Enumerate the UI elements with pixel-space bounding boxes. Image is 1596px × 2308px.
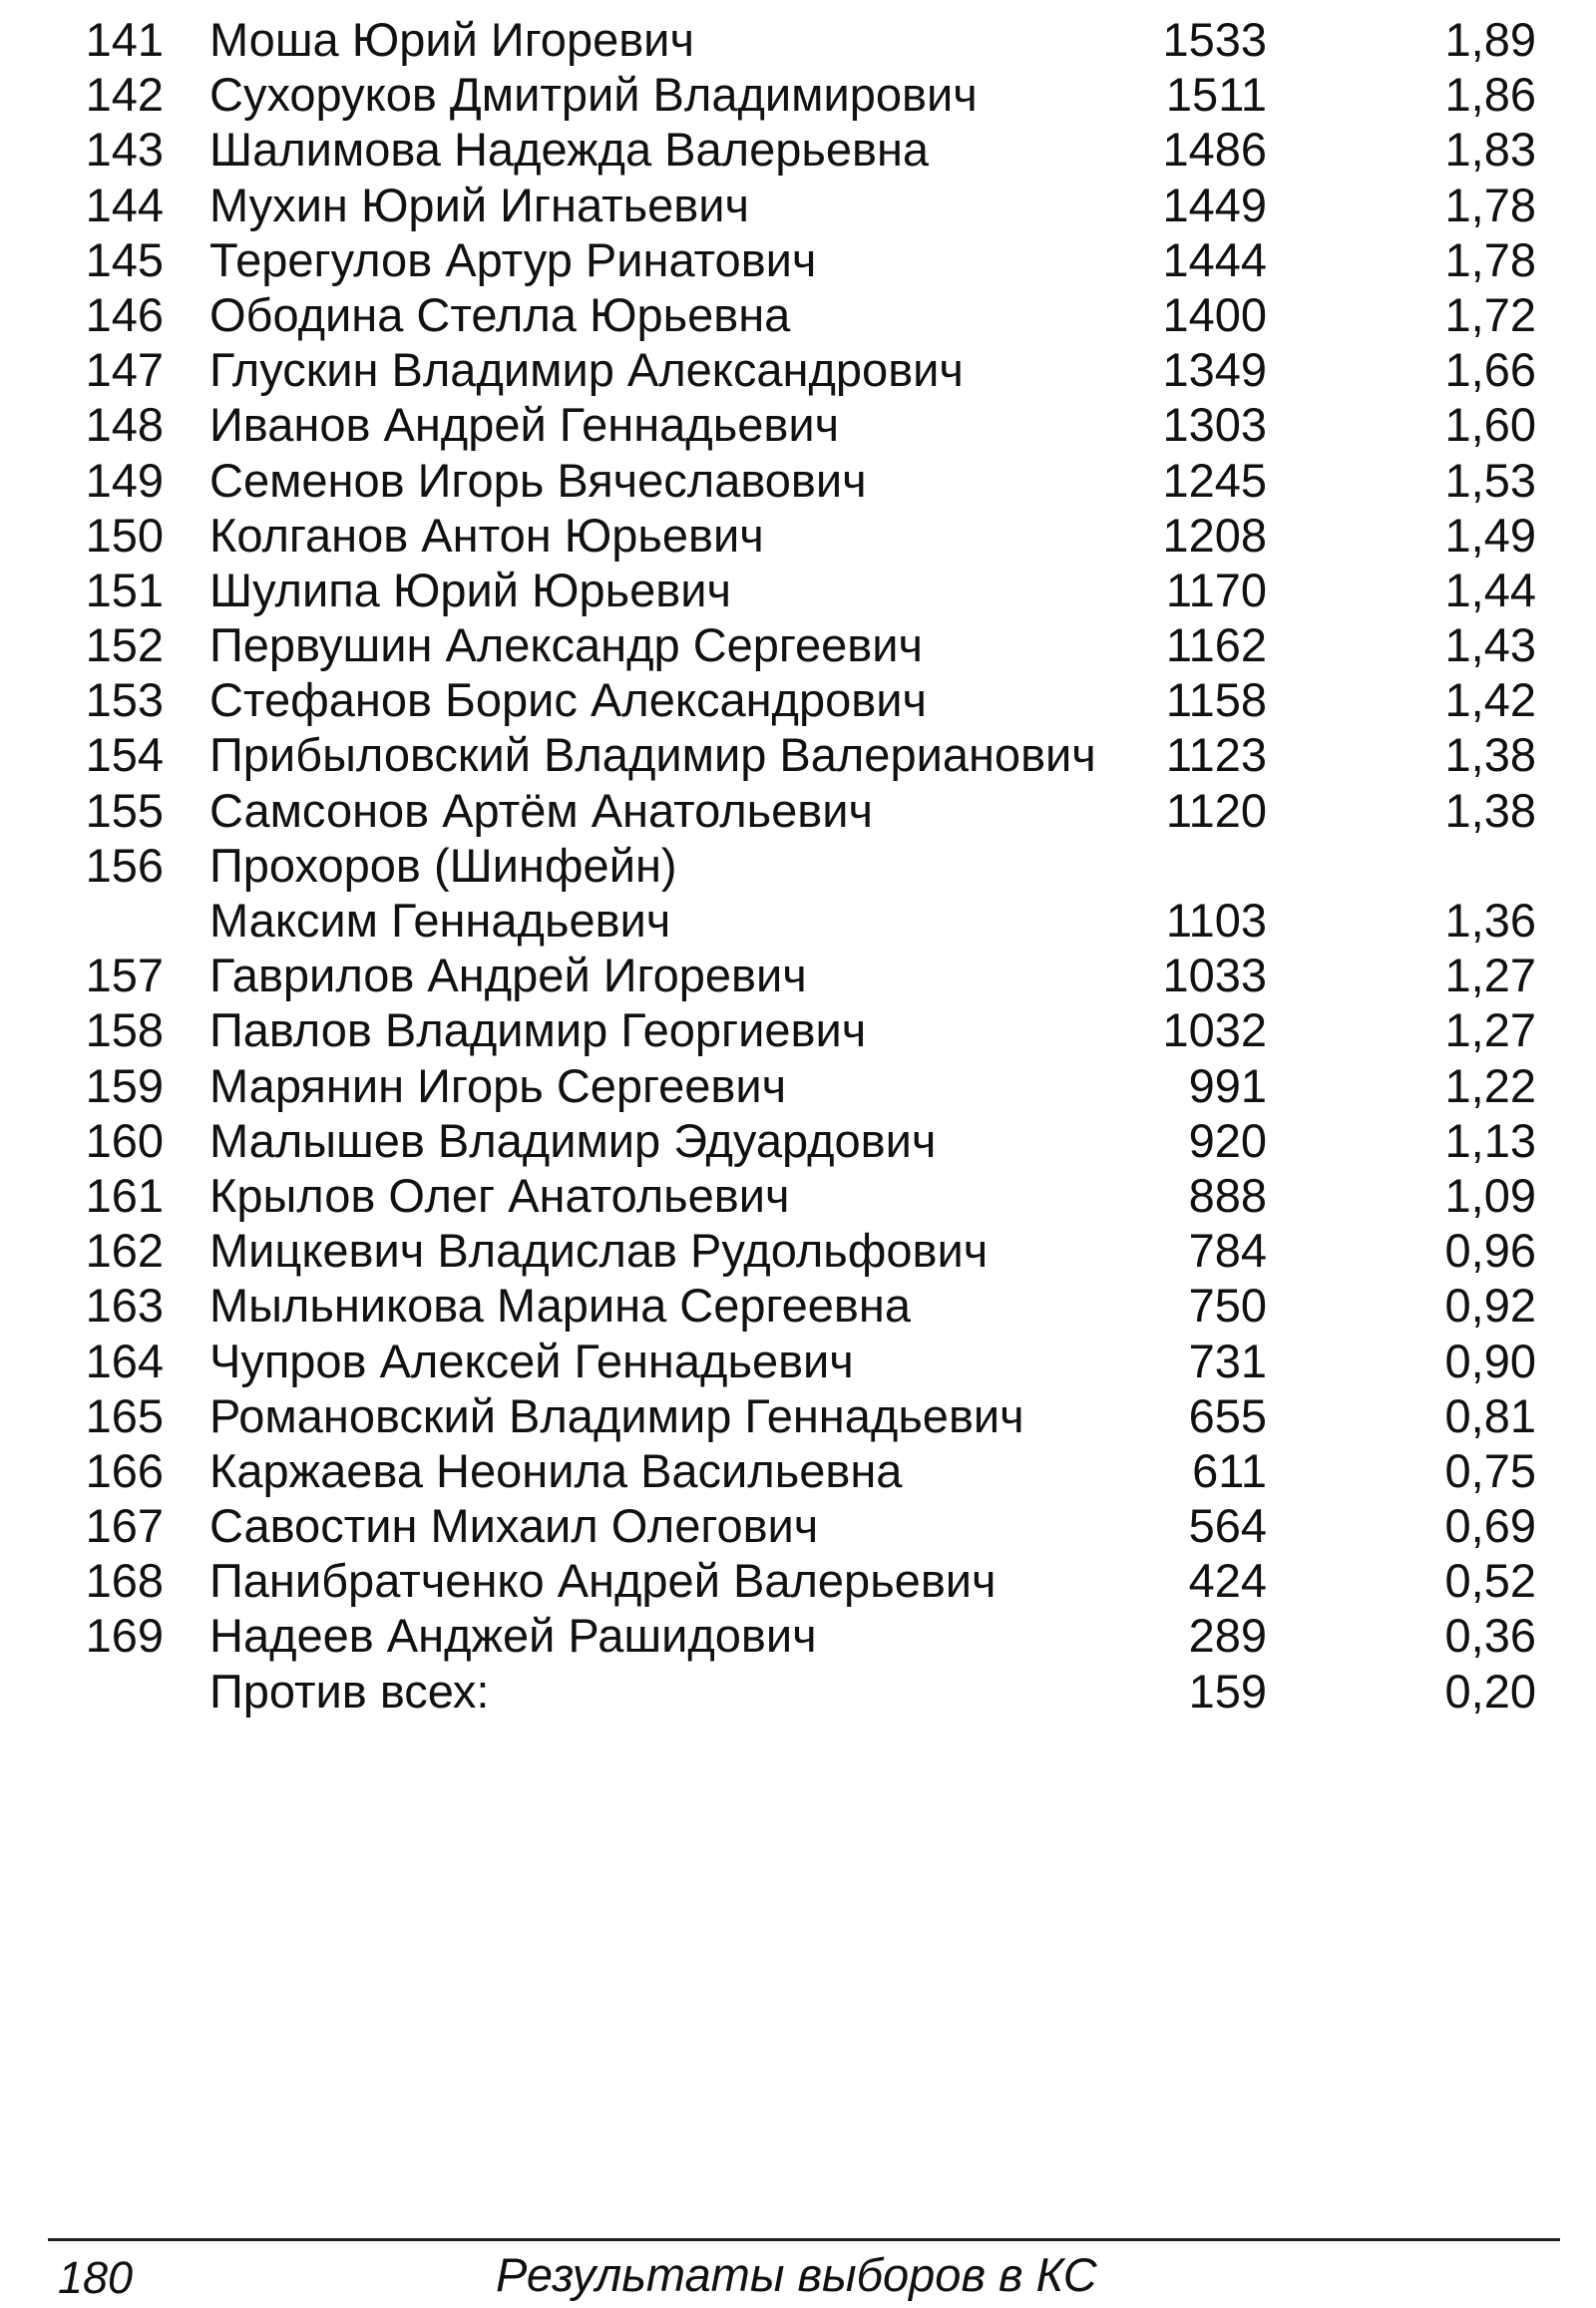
- vote-percent: 0,96: [1444, 1224, 1536, 1278]
- vote-percent: 0,69: [1444, 1499, 1536, 1553]
- vote-percent: 1,43: [1444, 618, 1536, 672]
- row-number: 142: [85, 68, 164, 122]
- candidate-name: Надеев Анджей Рашидович: [209, 1609, 817, 1663]
- table-row: [0, 563, 1596, 617]
- vote-percent: 1,09: [1444, 1168, 1536, 1222]
- candidate-name: Прохоров (Шинфейн): [209, 838, 677, 892]
- vote-percent: 0,90: [1444, 1334, 1536, 1387]
- candidate-name: Колганов Антон Юрьевич: [209, 508, 764, 562]
- vote-percent: 1,27: [1444, 949, 1536, 1002]
- vote-count: 784: [1188, 1224, 1267, 1278]
- row-number: 163: [85, 1279, 164, 1333]
- row-number: 145: [85, 232, 164, 286]
- table-row: [0, 1553, 1596, 1608]
- candidate-name: Первушин Александр Сергеевич: [209, 618, 924, 672]
- table-row: [0, 397, 1596, 452]
- table-row: [0, 12, 1596, 67]
- table-row: [0, 287, 1596, 342]
- vote-count: 1123: [1165, 728, 1267, 782]
- candidate-name: Марянин Игорь Сергеевич: [209, 1058, 787, 1112]
- vote-percent: 1,27: [1444, 1003, 1536, 1057]
- vote-percent: 1,66: [1444, 343, 1536, 397]
- candidate-name: Гаврилов Андрей Игоревич: [209, 949, 807, 1002]
- row-number: 155: [85, 783, 164, 837]
- table-row: [0, 178, 1596, 232]
- vote-percent: 1,44: [1444, 563, 1536, 616]
- candidate-name: Мухин Юрий Игнатьевич: [209, 178, 749, 231]
- row-number: 161: [85, 1168, 164, 1222]
- running-footer-title: Результаты выборов в КС: [496, 2248, 1097, 2301]
- table-row: [0, 893, 1596, 948]
- table-row: [0, 1443, 1596, 1498]
- vote-count: 655: [1188, 1388, 1267, 1442]
- vote-percent: 0,75: [1444, 1443, 1536, 1497]
- vote-percent: 0,92: [1444, 1279, 1536, 1333]
- table-row: [0, 232, 1596, 287]
- page-number: 180: [58, 2252, 134, 2303]
- row-number: 159: [85, 1058, 164, 1112]
- vote-percent: 0,36: [1444, 1609, 1536, 1663]
- table-row: [0, 948, 1596, 1002]
- row-number: 168: [85, 1554, 164, 1608]
- vote-count: 1032: [1162, 1003, 1267, 1057]
- candidate-name: Каржаева Неонила Васильевна: [209, 1443, 903, 1497]
- row-number: 166: [85, 1443, 164, 1497]
- table-row: [0, 508, 1596, 563]
- table-row: [0, 1058, 1596, 1113]
- vote-percent: 1,38: [1444, 728, 1536, 782]
- row-number: 167: [85, 1499, 164, 1553]
- row-number: 169: [85, 1609, 164, 1663]
- row-number: 160: [85, 1113, 164, 1167]
- candidate-name: Стефанов Борис Александрович: [209, 673, 927, 727]
- vote-count: 1120: [1165, 783, 1267, 837]
- total-against-all-row: [0, 1664, 1596, 1719]
- vote-percent: 1,42: [1444, 673, 1536, 727]
- vote-count: 611: [1192, 1443, 1267, 1497]
- vote-percent: 1,78: [1444, 232, 1536, 286]
- vote-percent: 0,52: [1444, 1554, 1536, 1608]
- vote-percent: 1,89: [1444, 13, 1536, 66]
- candidate-name: Павлов Владимир Георгиевич: [209, 1003, 867, 1057]
- vote-count: 1533: [1162, 13, 1267, 66]
- row-number: 144: [85, 178, 164, 231]
- vote-count: 731: [1188, 1334, 1267, 1387]
- row-number: 153: [85, 673, 164, 727]
- candidate-name: Прибыловский Владимир Валерианович: [209, 728, 1096, 782]
- vote-count: 1162: [1165, 618, 1267, 672]
- vote-count: 1400: [1162, 287, 1267, 341]
- vote-count: 1486: [1162, 123, 1267, 177]
- candidate-name: Сухоруков Дмитрий Владимирович: [209, 68, 978, 122]
- vote-count: 1208: [1162, 508, 1267, 562]
- table-row: [0, 122, 1596, 177]
- vote-percent: 1,86: [1444, 68, 1536, 122]
- results-list: [0, 12, 1596, 1719]
- table-row: [0, 1002, 1596, 1057]
- row-number: 147: [85, 343, 164, 397]
- vote-percent: 0,81: [1444, 1388, 1536, 1442]
- vote-percent: 1,60: [1444, 398, 1536, 452]
- row-number: 157: [85, 949, 164, 1002]
- row-number: 151: [85, 563, 164, 616]
- row-number: 154: [85, 728, 164, 782]
- candidate-name: Малышев Владимир Эдуардович: [209, 1113, 937, 1167]
- candidate-name: Шулипа Юрий Юрьевич: [209, 563, 732, 616]
- vote-count: 888: [1188, 1168, 1267, 1222]
- vote-percent: 1,36: [1444, 894, 1536, 947]
- row-number: 165: [85, 1388, 164, 1442]
- footer-divider: [48, 2238, 1560, 2241]
- table-row: [0, 1168, 1596, 1223]
- table-row: [0, 1113, 1596, 1168]
- table-row: [0, 672, 1596, 727]
- vote-percent: 0,20: [1444, 1664, 1536, 1718]
- row-number: 148: [85, 398, 164, 452]
- row-number: 150: [85, 508, 164, 562]
- vote-count: 991: [1188, 1058, 1267, 1112]
- candidate-name: Ободина Стелла Юрьевна: [209, 287, 791, 341]
- vote-percent: 1,38: [1444, 783, 1536, 837]
- vote-count: 159: [1188, 1664, 1267, 1718]
- table-row: [0, 453, 1596, 508]
- table-row: [0, 727, 1596, 782]
- candidate-name: Шалимова Надежда Валерьевна: [209, 123, 930, 177]
- candidate-name: Терегулов Артур Ринатович: [209, 232, 817, 286]
- vote-count: 1033: [1162, 949, 1267, 1002]
- row-number: 149: [85, 453, 164, 507]
- vote-percent: 1,72: [1444, 287, 1536, 341]
- vote-percent: 1,78: [1444, 178, 1536, 231]
- candidate-name: Романовский Владимир Геннадьевич: [209, 1388, 1024, 1442]
- candidate-name: Мыльникова Марина Сергеевна: [209, 1279, 911, 1333]
- vote-count: 1511: [1165, 68, 1267, 122]
- vote-percent: 1,83: [1444, 123, 1536, 177]
- vote-count: 1103: [1165, 894, 1267, 947]
- vote-percent: 1,22: [1444, 1058, 1536, 1112]
- row-number: 152: [85, 618, 164, 672]
- vote-count: 1349: [1162, 343, 1267, 397]
- row-number: 158: [85, 1003, 164, 1057]
- candidate-name: Крылов Олег Анатольевич: [209, 1168, 790, 1222]
- table-row: [0, 838, 1596, 893]
- table-row: [0, 1223, 1596, 1278]
- table-row: [0, 1278, 1596, 1333]
- table-row: [0, 1334, 1596, 1388]
- candidate-name: Семенов Игорь Вячеславович: [209, 453, 867, 507]
- vote-percent: 1,13: [1444, 1113, 1536, 1167]
- row-number: 164: [85, 1334, 164, 1387]
- row-number: 156: [85, 838, 164, 892]
- vote-count: 289: [1188, 1609, 1267, 1663]
- candidate-name: Чупров Алексей Геннадьевич: [209, 1334, 854, 1387]
- vote-count: 424: [1188, 1554, 1267, 1608]
- table-row: [0, 1388, 1596, 1443]
- vote-percent: 1,53: [1444, 453, 1536, 507]
- candidate-name: Мицкевич Владислав Рудольфович: [209, 1224, 989, 1278]
- vote-count: 1303: [1162, 398, 1267, 452]
- candidate-name: Моша Юрий Игоревич: [209, 13, 694, 66]
- table-row: [0, 342, 1596, 397]
- vote-count: 1444: [1162, 232, 1267, 286]
- vote-count: 1449: [1162, 178, 1267, 231]
- vote-count: 750: [1188, 1279, 1267, 1333]
- row-number: 146: [85, 287, 164, 341]
- table-row: [0, 1498, 1596, 1553]
- table-row: [0, 783, 1596, 838]
- candidate-name: Савостин Михаил Олегович: [209, 1499, 819, 1553]
- candidate-name: Панибратченко Андрей Валерьевич: [209, 1554, 997, 1608]
- candidate-name: Самсонов Артём Анатольевич: [209, 783, 873, 837]
- vote-percent: 1,49: [1444, 508, 1536, 562]
- candidate-name: Иванов Андрей Геннадьевич: [209, 398, 840, 452]
- vote-count: 920: [1188, 1113, 1267, 1167]
- candidate-name: Максим Геннадьевич: [209, 894, 671, 947]
- vote-count: 1245: [1162, 453, 1267, 507]
- row-number: 143: [85, 123, 164, 177]
- against-all-label: Против всех:: [209, 1664, 490, 1718]
- row-number: 162: [85, 1224, 164, 1278]
- vote-count: 1158: [1165, 673, 1267, 727]
- table-row: [0, 1608, 1596, 1663]
- row-number: 141: [85, 13, 164, 66]
- table-row: [0, 617, 1596, 672]
- candidate-name: Глускин Владимир Александрович: [209, 343, 964, 397]
- table-row: [0, 67, 1596, 122]
- vote-count: 564: [1188, 1499, 1267, 1553]
- vote-count: 1170: [1165, 563, 1267, 616]
